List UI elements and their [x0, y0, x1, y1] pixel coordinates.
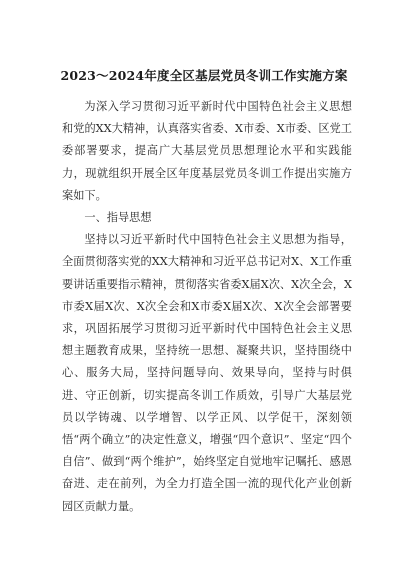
section-heading-guiding-ideology: 一、指导思想: [84, 211, 152, 225]
document-title: 2023～2024年度全区基层党员冬训工作实施方案: [60, 68, 348, 83]
document-body: [62, 96, 352, 518]
section-paragraph-guiding-ideology: 坚持以习近平新时代中国特色社会主义思想为指导，全面贯彻落实党的XX大精神和习近平总书记对X、X工作重要讲话重要指示精神，贯彻落实省委X届X次、X次全会，X市委X届X次、X次全会和X市委X届X次、X次全会部署要求，巩固拓展学习贯彻习近平新时代中国特色社会主义思想主题教育成果，坚持统一思想、凝聚共识，坚持围绕中心、服务大局，坚持问题导向、效果导向，坚持与时俱进、守正创新，切实提高冬训工作质效，引导广大基层党员以学铸魂、以学增智、以学正风、以学促干，深刻领悟“两个确立”的决定性意义，增强“四个意识”、坚定“四个自信”、做到“两个维护”，始终坚定自觉地牢记嘱托、感恩奋进、走在前列，为全力打造全国一流的现代化产业创新园区贡献力量。: [62, 233, 352, 513]
intro-paragraph: 为深入学习贯彻习近平新时代中国特色社会主义思想和党的XX大精神，认真落实省委、X市委、X市委、区党工委部署要求，提高广大基层党员思想理论水平和实践能力，现就组织开展全区年度基层党员冬训工作提出实施方案如下。: [62, 100, 352, 202]
